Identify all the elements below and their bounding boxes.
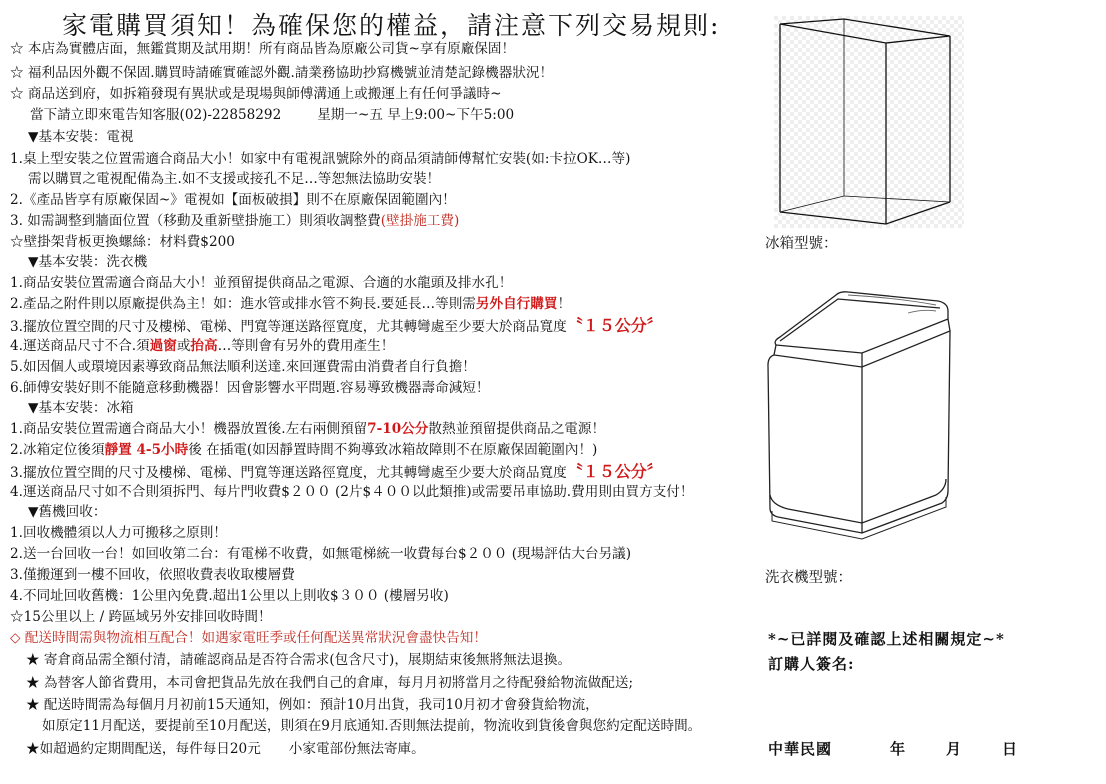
service-hours: 星期一~五 早上9:00~下午5:00 [317, 107, 515, 123]
signature-label: 訂購人簽名: [768, 655, 855, 673]
washer-outline-illustration [758, 283, 958, 543]
washer-line-3: 3.擺放位置空間的尺寸及樓梯、電梯、門寬等運送路徑寬度，尤其轉彎處至少要大於商品寬度〝１５公分〞 [10, 316, 663, 335]
recycle-line-5: ☆15公里以上 / 跨區域另外安排回收時間！ [10, 609, 272, 625]
delivery-line-3: ★ 為替客人節省費用，本司會把貨品先放在我們自己的倉庫，每月月初將當月之待配發給物流做配送; [26, 675, 634, 691]
fridge-line-2: 2.冰箱定位後須靜置 4-5小時後 在插電(如因靜置時間不夠導致冰箱故障則不在原廠保固範圍內！) [10, 442, 598, 458]
tv-line-4: ☆壁掛架背板更換螺絲：材料費$200 [10, 234, 235, 250]
delivery-line-2: ★ 寄倉商品需全額付清，請確認商品是否符合需求(包含尺寸)，展期結束後無將無法退換。 [26, 652, 572, 668]
washer-line-6: 6.師傅安裝好則不能隨意移動機器！因會影響水平問題.容易導致機器壽命減短！ [10, 380, 490, 396]
delivery-line-5: 如原定11月配送，要提前至10月配送，則須在9月底通知.否則無法提前，物流收到貨後會與您約定配送時間。 [42, 718, 702, 734]
recycle-line-4: 4.不同址回收舊機：1公里內免費.超出1公里以上則收$３００ (樓層另收) [10, 588, 449, 604]
fridge-model-label: 冰箱型號： [765, 236, 838, 252]
fridge-line-4: 4.運送商品尺寸如不合則須拆門、每片門收費$２００ (2片$４００以此類推)或需要吊車協助.費用則由買方支付！ [10, 484, 694, 500]
fridge-line-1: 1.商品安裝位置需適合商品大小！機器放置後.左右兩側預留7-10公分散熱並預留提供商品之電源！ [10, 421, 606, 437]
washer-line-4: 4.運送商品尺寸不合.須過窗或抬高…等則會有另外的費用產生！ [10, 338, 395, 354]
date-era: 中華民國 [768, 740, 833, 758]
washer-line-2: 2.產品之附件則以原廠提供為主！如：進水管或排水管不夠長.要延長…等則需另外自行購買！ [10, 296, 572, 312]
recycle-section-heading: ▼舊機回收： [28, 504, 107, 520]
delivery-line-1: ◇ 配送時間需與物流相互配合！如遇家電旺季或任何配送異常狀況會盡快告知！ [10, 630, 487, 646]
confirm-statement: *~已詳閱及確認上述相關規定~* [768, 630, 1005, 648]
service-phone: 當下請立即來電告知客服(02)-22858292 [30, 107, 282, 123]
washer-line-5: 5.如因個人或環境因素導致商品無法順利送達.來回運費需由消費者自行負擔！ [10, 359, 476, 375]
delivery-line-6: ★如超過約定期間配送，每件每日20元 小家電部份無法寄庫。 [26, 741, 425, 757]
washer-section-heading: ▼基本安裝：洗衣機 [28, 254, 148, 270]
tv-section-heading: ▼基本安裝：電視 [28, 129, 134, 145]
date-year: 年 [890, 740, 907, 758]
intro-line-1: ☆ 本店為實體店面，無鑑賞期及試用期！所有商品皆為原廠公司貨~享有原廠保固！ [10, 41, 516, 57]
fridge-line-3: 3.擺放位置空間的尺寸及樓梯、電梯、門寬等運送路徑寬度，尤其轉彎處至少要大於商品寬度〝１５公分〞 [10, 462, 663, 481]
intro-line-4 [30, 106, 514, 125]
fridge-outline-illustration [774, 16, 964, 228]
intro-line-2: ☆ 福利品因外觀不保固.購買時請確實確認外觀.請業務協助抄寫機號並清楚記錄機器狀況！ [10, 65, 554, 81]
recycle-line-1: 1.回收機體須以人力可搬移之原則！ [10, 525, 227, 541]
date-month: 月 [946, 740, 963, 758]
tv-line-1b: 需以購買之電視配備為主.如不支援或接孔不足…等恕無法協助安裝！ [28, 171, 441, 187]
recycle-line-2: 2.送一台回收一台！如回收第二台：有電梯不收費，如無電梯統一收費每台$２００ (現場評估大台另議) [10, 546, 632, 562]
date-line [768, 738, 1018, 759]
tv-line-2: 2.《產品皆享有原廠保固~》電視如【面板破損】則不在原廠保固範圍內！ [10, 192, 456, 208]
washer-model-label: 洗衣機型號： [765, 570, 852, 586]
page-title: 家電購買須知！為確保您的權益，請注意下列交易規則: [62, 11, 721, 40]
delivery-line-4: ★ 配送時間需為每個月月初前15天通知，例如：預計10月出貨，我司10月初才會發貨給物流， [26, 697, 599, 713]
recycle-line-3: 3.僅搬運到一樓不回收，依照收費表收取樓層費 [10, 567, 295, 583]
intro-line-3: ☆ 商品送到府，如拆箱發現有異狀或是現場與師傅溝通上或搬運上有任何爭議時~ [10, 86, 502, 102]
washer-line-1: 1.商品安裝位置需適合商品大小！並預留提供商品之電源、合適的水龍頭及排水孔！ [10, 275, 513, 291]
wall-mount-fee: (壁掛施工費) [380, 213, 460, 229]
fridge-section-heading: ▼基本安裝：冰箱 [28, 400, 134, 416]
tv-line-3: 3. 如需調整到牆面位置（移動及重新壁掛施工）則須收調整費(壁掛施工費) [10, 213, 460, 229]
tv-line-1: 1.桌上型安裝之位置需適合商品大小！如家中有電視訊號除外的商品須請師傅幫忙安裝(如:卡拉OK…等) [10, 151, 631, 167]
date-day: 日 [1002, 740, 1019, 758]
